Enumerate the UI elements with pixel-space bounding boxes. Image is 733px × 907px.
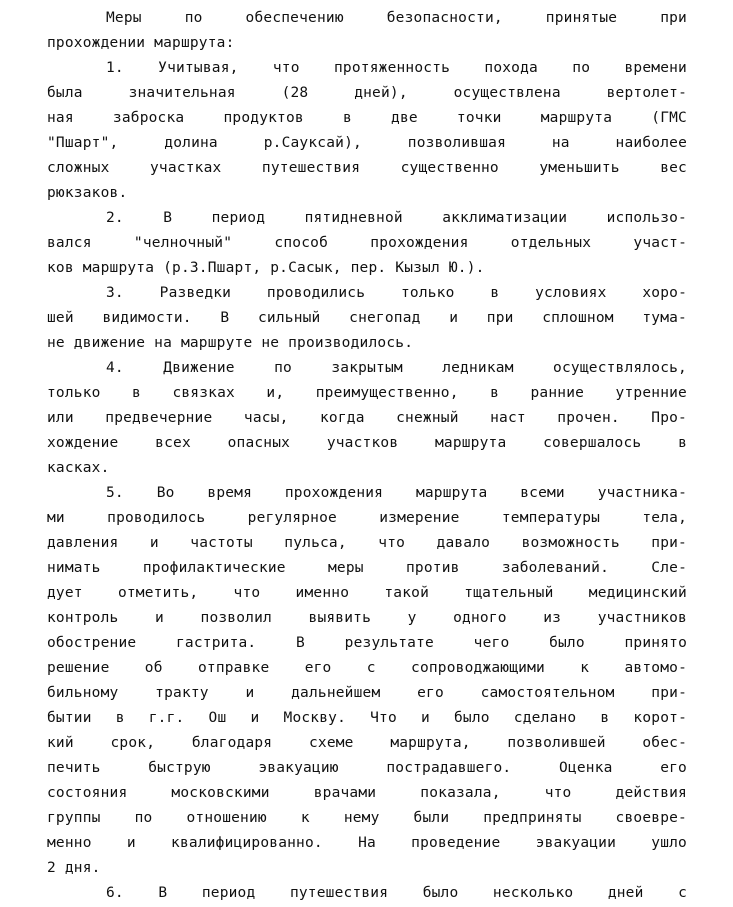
text-line-20: 5. Во время прохождения маршрута всеми участника-	[106, 485, 687, 501]
text-line-14: не движение на маршруте не производилось.	[47, 335, 414, 351]
text-line-35: 2 дня.	[47, 860, 101, 876]
text-line-13: шей видимости. В сильный снегопад и при сплошном тума-	[47, 310, 687, 326]
text-line-22: давления и частоты пульса, что давало возможность при-	[47, 535, 687, 551]
text-line-3: 1. Учитывая, что протяженность похода по времени	[106, 60, 687, 76]
text-line-2: прохождении маршрута:	[47, 35, 235, 51]
text-line-19: касках.	[47, 460, 110, 476]
text-line-25: контроль и позволил выявить у одного из участников	[47, 610, 687, 626]
text-line-32: состояния московскими врачами показала, что действия	[47, 785, 687, 801]
text-line-9: 2. В период пятидневной акклиматизации использо-	[106, 210, 687, 226]
text-line-6: "Пшарт", долина р.Сауксай), позволившая на наиболее	[47, 135, 687, 151]
text-line-4: была значительная (28 дней), осуществлена вертолет-	[47, 85, 687, 101]
text-line-34: менно и квалифицированно. На проведение эвакуации ушло	[47, 835, 687, 851]
text-line-29: бытии в г.г. Ош и Москву. Что и было сделано в корот-	[47, 710, 687, 726]
text-line-5: ная заброска продуктов в две точки маршрута (ГМС	[47, 110, 687, 126]
text-line-1: Меры по обеспечению безопасности, принятые при	[106, 10, 687, 26]
text-line-10: вался "челночный" способ прохождения отдельных участ-	[47, 235, 687, 251]
text-line-12: 3. Разведки проводились только в условиях хоро-	[106, 285, 687, 301]
text-line-31: печить быструю эвакуацию пострадавшего. Оценка его	[47, 760, 687, 776]
text-line-33: группы по отношению к нему были предприняты своевре-	[47, 810, 687, 826]
text-line-26: обострение гастрита. В результате чего было принято	[47, 635, 687, 651]
text-line-11: ков маршрута (р.З.Пшарт, р.Сасык, пер. Кызыл Ю.).	[47, 260, 485, 276]
text-line-28: бильному тракту и дальнейшем его самостоятельном при-	[47, 685, 687, 701]
text-line-30: кий срок, благодаря схеме маршрута, позволившей обес-	[47, 735, 687, 751]
text-line-21: ми проводилось регулярное измерение температуры тела,	[47, 510, 687, 526]
text-line-23: нимать профилактические меры против заболеваний. Сле-	[47, 560, 687, 576]
text-line-18: хождение всех опасных участков маршрута совершалось в	[47, 435, 687, 451]
text-line-36: 6. В период путешествия было несколько дней с	[106, 885, 687, 901]
text-line-15: 4. Движение по закрытым ледникам осуществлялось,	[106, 360, 687, 376]
text-line-8: рюкзаков.	[47, 185, 128, 201]
text-line-27: решение об отправке его с сопроводжающими к автомо-	[47, 660, 687, 676]
text-line-16: только в связках и, преимущественно, в ранние утренние	[47, 385, 687, 401]
text-line-7: сложных участках путешествия существенно уменьшить вес	[47, 160, 687, 176]
text-line-24: дует отметить, что именно такой тщательный медицинский	[47, 585, 687, 601]
text-line-17: или предвечерние часы, когда снежный наст прочен. Про-	[47, 410, 687, 426]
